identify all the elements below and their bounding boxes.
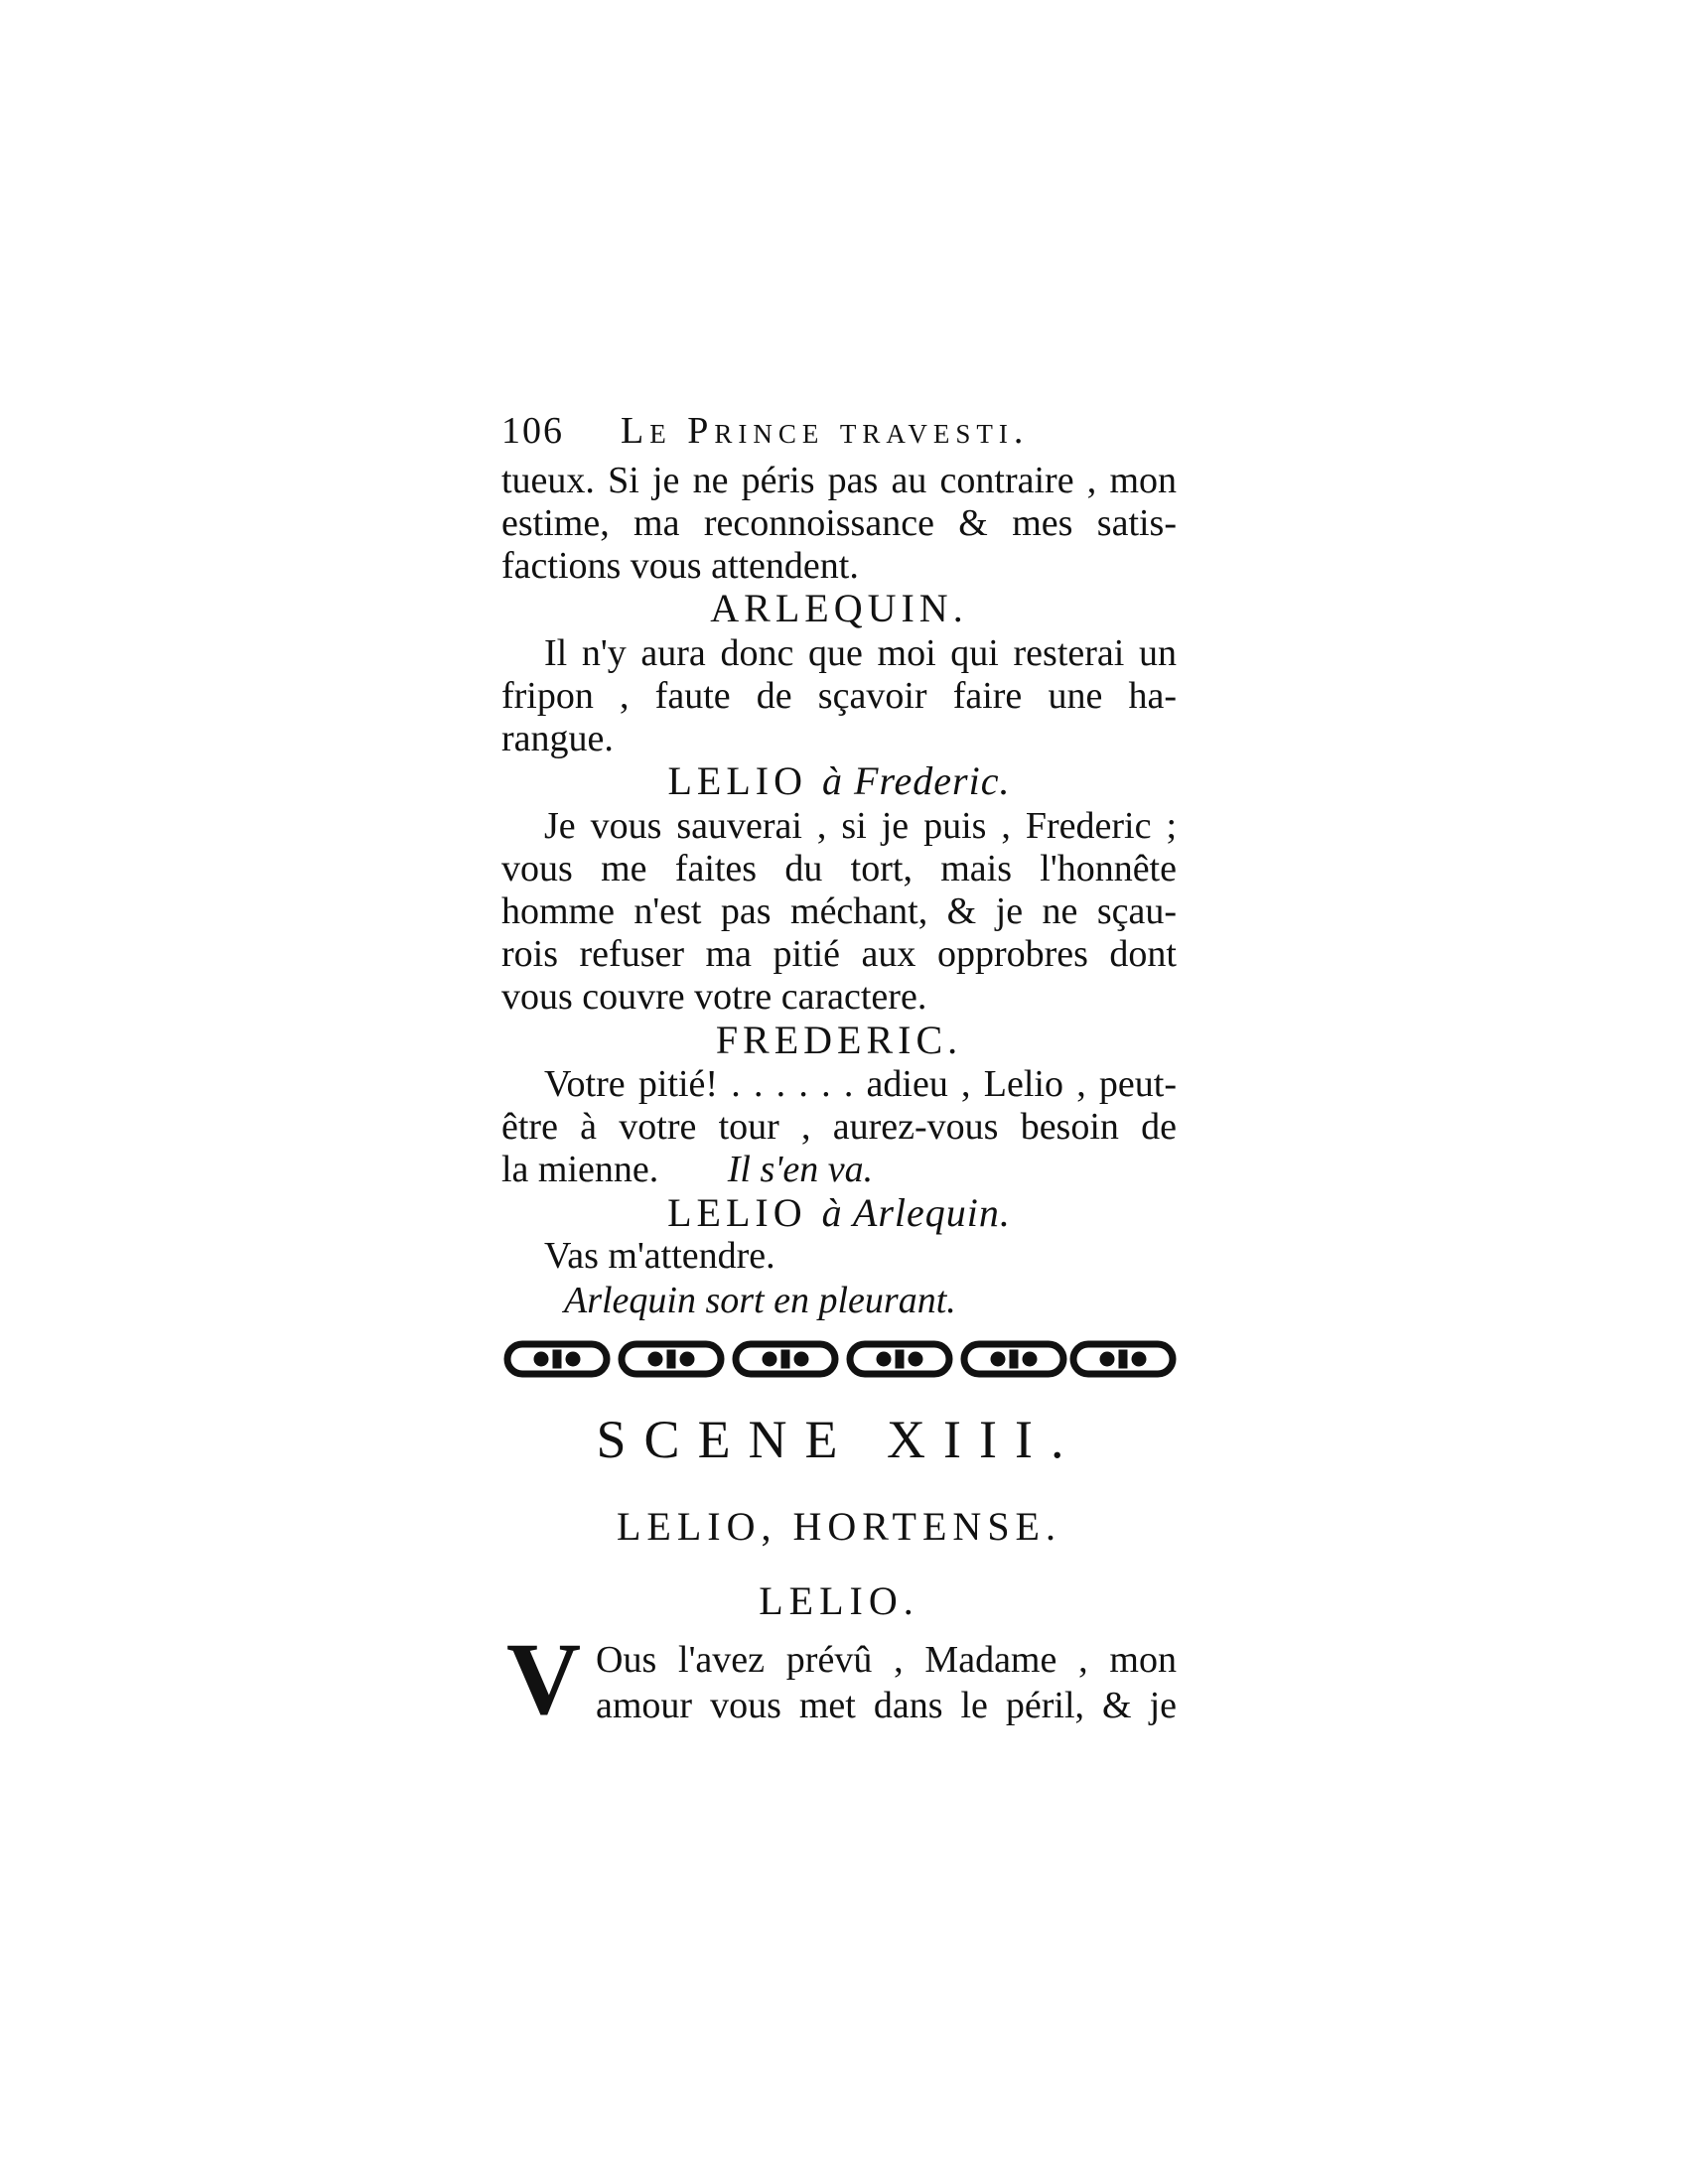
speaker-heading-lelio: LELIO. — [759, 1578, 919, 1623]
ornament-motif — [1073, 1344, 1173, 1374]
speaker-heading-lelio-frederic — [501, 758, 1177, 804]
speaker-heading-frederic: FREDERIC. — [715, 1018, 963, 1062]
ornament-band — [501, 1330, 1177, 1390]
text-line: rois refuser ma pitié aux opprobres dont — [501, 933, 1177, 975]
ornament-motif — [736, 1344, 835, 1374]
ornament-motif — [622, 1344, 721, 1374]
text-line: vous couvre votre caractere. — [501, 976, 927, 1018]
stage-direction: à Frederic. — [822, 758, 1011, 803]
scene-cast: LELIO, HORTENSE. — [617, 1504, 1061, 1549]
text-line: Vas m'attendre. — [544, 1235, 775, 1277]
text-line: vous me faites du tort, mais l'honnête — [501, 848, 1177, 889]
text-line: Je vous sauverai , si je puis , Frederic ; — [544, 805, 1177, 847]
scene-title: SCENE XIII. — [596, 1410, 1082, 1469]
page-number: 106 — [501, 410, 564, 452]
ornament-motif — [850, 1344, 949, 1374]
text-line: rangue. — [501, 718, 614, 759]
text-line: tueux. Si je ne péris pas au contraire , mon — [501, 460, 1177, 501]
text-line — [501, 1148, 1177, 1191]
text-line: factions vous attendent. — [501, 545, 859, 587]
text-line: fripon , faute de sçavoir faire une ha- — [501, 675, 1177, 717]
text-line: amour vous met dans le péril, & je — [596, 1685, 1177, 1726]
text-line: estime, ma reconnoissance & mes satis- — [501, 502, 1177, 544]
page-header — [501, 409, 1177, 459]
speaker-name: LELIO — [667, 1190, 807, 1235]
text-line: Ous l'avez prévû , Madame , mon — [596, 1639, 1177, 1681]
text-line: être à votre tour , aurez-vous besoin de — [501, 1106, 1177, 1148]
text-line: Votre pitié! . . . . . . adieu , Lelio , peut- — [544, 1063, 1177, 1105]
speaker-name: LELIO — [667, 758, 808, 803]
speaker-heading-arlequin: ARLEQUIN. — [710, 586, 968, 630]
speaker-heading-lelio-arlequin — [501, 1190, 1177, 1236]
running-title: Le Prince travesti. — [621, 410, 1030, 452]
drop-cap: V — [506, 1622, 582, 1736]
stage-direction-exit: Arlequin sort en pleurant. — [564, 1280, 956, 1321]
stage-direction: à Arlequin. — [821, 1190, 1011, 1235]
text-line: homme n'est pas méchant, & je ne sçau- — [501, 890, 1177, 932]
ornament-motif — [964, 1344, 1063, 1374]
stage-direction: Il s'en va. — [727, 1149, 874, 1190]
text-fragment: la mienne. — [501, 1149, 659, 1190]
text-line: Il n'y aura donc que moi qui resterai un — [544, 632, 1177, 674]
ornament-motif — [507, 1344, 607, 1374]
